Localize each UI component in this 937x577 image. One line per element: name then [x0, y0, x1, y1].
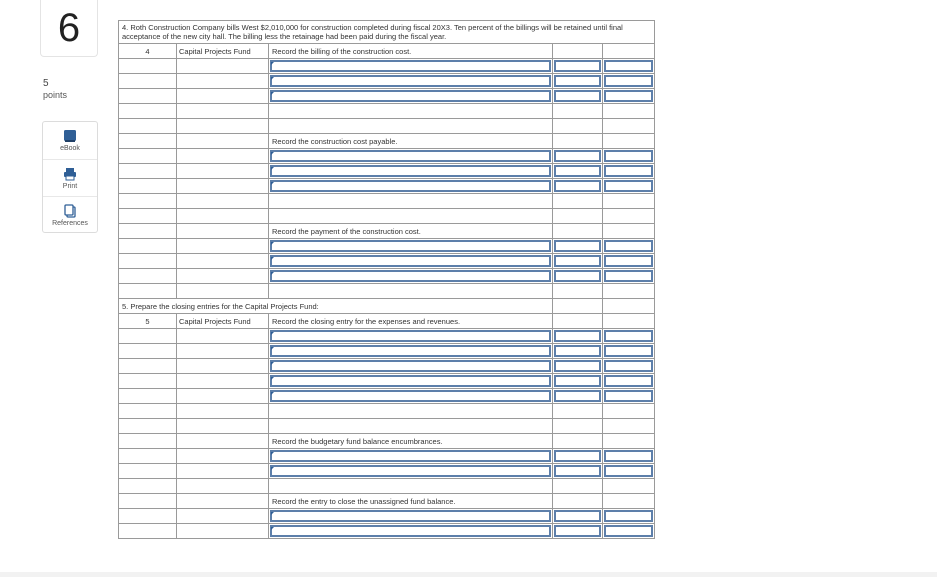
account-input[interactable]: [269, 269, 553, 284]
debit-input[interactable]: [553, 179, 603, 194]
credit-input[interactable]: [603, 509, 655, 524]
points-label: points: [43, 90, 68, 100]
debit-input[interactable]: [553, 164, 603, 179]
debit-input[interactable]: [553, 329, 603, 344]
credit-input[interactable]: [603, 89, 655, 104]
account-input[interactable]: [269, 359, 553, 374]
debit-input[interactable]: [553, 509, 603, 524]
print-button[interactable]: [43, 159, 97, 196]
journal-row: [119, 149, 655, 164]
journal-row: [119, 74, 655, 89]
journal-row: [119, 89, 655, 104]
debit-input[interactable]: [553, 74, 603, 89]
references-icon: [63, 204, 77, 218]
credit-input[interactable]: [603, 59, 655, 74]
debit-input[interactable]: [553, 269, 603, 284]
journal-row: [119, 179, 655, 194]
account-input[interactable]: [269, 344, 553, 359]
part5-fund: Capital Projects Fund: [177, 314, 269, 329]
account-input[interactable]: [269, 374, 553, 389]
part5-description: 5. Prepare the closing entries for the Capital Projects Fund:: [119, 299, 553, 314]
journal-row: [119, 164, 655, 179]
credit-input[interactable]: [603, 344, 655, 359]
credit-input[interactable]: [603, 464, 655, 479]
journal-row: [119, 254, 655, 269]
debit-input[interactable]: [553, 359, 603, 374]
part4-description: 4. Roth Construction Company bills West $2,010,000 for construction completed during fiscal 20X3. Ten percent of the billings will be retained until final acceptance of the new city hall. The billing less the retainage had been paid during the fiscal year.: [119, 21, 655, 44]
debit-input[interactable]: [553, 149, 603, 164]
credit-input[interactable]: [603, 389, 655, 404]
credit-input[interactable]: [603, 164, 655, 179]
part4-number: 4: [119, 44, 177, 59]
journal-row: [119, 509, 655, 524]
journal-row: [119, 389, 655, 404]
journal-row: [119, 344, 655, 359]
credit-input[interactable]: [603, 179, 655, 194]
printer-icon: [63, 167, 77, 181]
question-number: 6: [40, 0, 98, 57]
journal-row: [119, 524, 655, 539]
debit-input[interactable]: [553, 344, 603, 359]
journal-row: [119, 374, 655, 389]
account-input[interactable]: [269, 329, 553, 344]
journal-row: [119, 329, 655, 344]
journal-row: [119, 239, 655, 254]
credit-input[interactable]: [603, 239, 655, 254]
ebook-button[interactable]: [43, 122, 97, 158]
account-input[interactable]: [269, 74, 553, 89]
print-label: Print: [62, 183, 78, 190]
credit-input[interactable]: [603, 254, 655, 269]
account-input[interactable]: [269, 389, 553, 404]
credit-input[interactable]: [603, 374, 655, 389]
references-button[interactable]: [43, 196, 97, 233]
debit-input[interactable]: [553, 464, 603, 479]
part5-instruction-1: Record the closing entry for the expenses and revenues.: [269, 314, 553, 329]
ebook-label: eBook: [60, 145, 80, 152]
credit-input[interactable]: [603, 269, 655, 284]
account-input[interactable]: [269, 509, 553, 524]
part5-number: 5: [119, 314, 177, 329]
credit-input[interactable]: [603, 359, 655, 374]
journal-worksheet: [118, 20, 654, 539]
debit-input[interactable]: [553, 374, 603, 389]
part5-instruction-3: Record the entry to close the unassigned fund balance.: [269, 494, 553, 509]
journal-row: [119, 449, 655, 464]
debit-input[interactable]: [553, 239, 603, 254]
credit-input[interactable]: [603, 524, 655, 539]
account-input[interactable]: [269, 449, 553, 464]
account-input[interactable]: [269, 524, 553, 539]
tools-panel: [42, 121, 98, 233]
part4-instruction-2: Record the construction cost payable.: [269, 134, 553, 149]
credit-input[interactable]: [603, 449, 655, 464]
account-input[interactable]: [269, 164, 553, 179]
part4-instruction-3: Record the payment of the construction cost.: [269, 224, 553, 239]
points-value: 5: [43, 78, 49, 89]
account-input[interactable]: [269, 59, 553, 74]
debit-input[interactable]: [553, 449, 603, 464]
bottom-rule: [0, 572, 937, 577]
journal-row: [119, 59, 655, 74]
journal-row: [119, 464, 655, 479]
debit-input[interactable]: [553, 89, 603, 104]
account-input[interactable]: [269, 89, 553, 104]
debit-input[interactable]: [553, 59, 603, 74]
account-input[interactable]: [269, 239, 553, 254]
credit-input[interactable]: [603, 74, 655, 89]
part4-instruction-1: Record the billing of the construction cost.: [269, 44, 553, 59]
journal-row: [119, 359, 655, 374]
references-label: References: [52, 220, 88, 227]
debit-input[interactable]: [553, 524, 603, 539]
credit-input[interactable]: [603, 149, 655, 164]
ebook-icon: [63, 129, 77, 143]
debit-input[interactable]: [553, 389, 603, 404]
debit-input[interactable]: [553, 254, 603, 269]
credit-input[interactable]: [603, 329, 655, 344]
part5-instruction-2: Record the budgetary fund balance encumbrances.: [269, 434, 553, 449]
part4-fund: Capital Projects Fund: [177, 44, 269, 59]
account-input[interactable]: [269, 464, 553, 479]
journal-row: [119, 269, 655, 284]
account-input[interactable]: [269, 179, 553, 194]
account-input[interactable]: [269, 254, 553, 269]
account-input[interactable]: [269, 149, 553, 164]
